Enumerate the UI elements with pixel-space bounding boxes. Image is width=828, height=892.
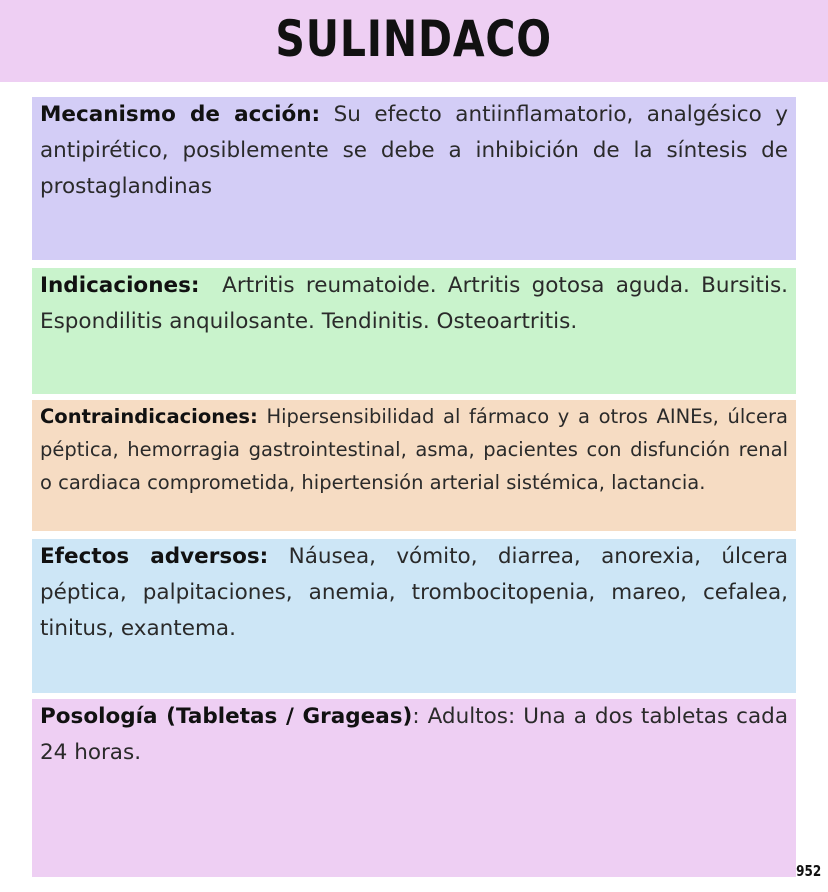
section-label-mecanismo: Mecanismo de acción: xyxy=(40,102,321,127)
section-contraindicaciones xyxy=(32,400,796,531)
section-label-contraindicaciones: Contraindicaciones: xyxy=(40,405,258,428)
title-bar xyxy=(0,0,828,82)
section-label-efectos: Efectos adversos: xyxy=(40,544,269,569)
section-text-posologia: : Adultos: Una a dos tabletas cada 24 horas. xyxy=(40,704,789,765)
section-text-contraindicaciones: Hipersensibilidad al fármaco y a otros AINEs, úlcera péptica, hemorragia gastrointestinal, asma, pacientes con disfunción renal o cardiaca comprometida, hipertensión arterial sistémica, lactancia. xyxy=(40,405,788,494)
section-indicaciones xyxy=(32,268,796,394)
page-number: 952 xyxy=(795,862,821,880)
section-text-efectos: Náusea, vómito, diarrea, anorexia, úlcera péptica, palpitaciones, anemia, trombocitopenia, mareo, cefalea, tinitus, exantema. xyxy=(40,544,788,641)
section-text-mecanismo: Su efecto antiinflamatorio, analgésico y antipirético, posiblemente se debe a inhibición de la síntesis de prostaglandinas xyxy=(40,102,788,199)
section-posologia xyxy=(32,699,796,877)
page-title: SULINDACO xyxy=(275,10,553,68)
section-label-indicaciones: Indicaciones: xyxy=(40,273,200,298)
section-text-indicaciones: Artritis reumatoide. Artritis gotosa aguda. Bursitis. Espondilitis anquilosante. Tendinitis. Osteoartritis. xyxy=(40,273,795,334)
section-efectos-adversos xyxy=(32,539,796,693)
section-label-posologia: Posología (Tabletas / Grageas) xyxy=(40,704,413,729)
section-mecanismo xyxy=(32,97,796,260)
